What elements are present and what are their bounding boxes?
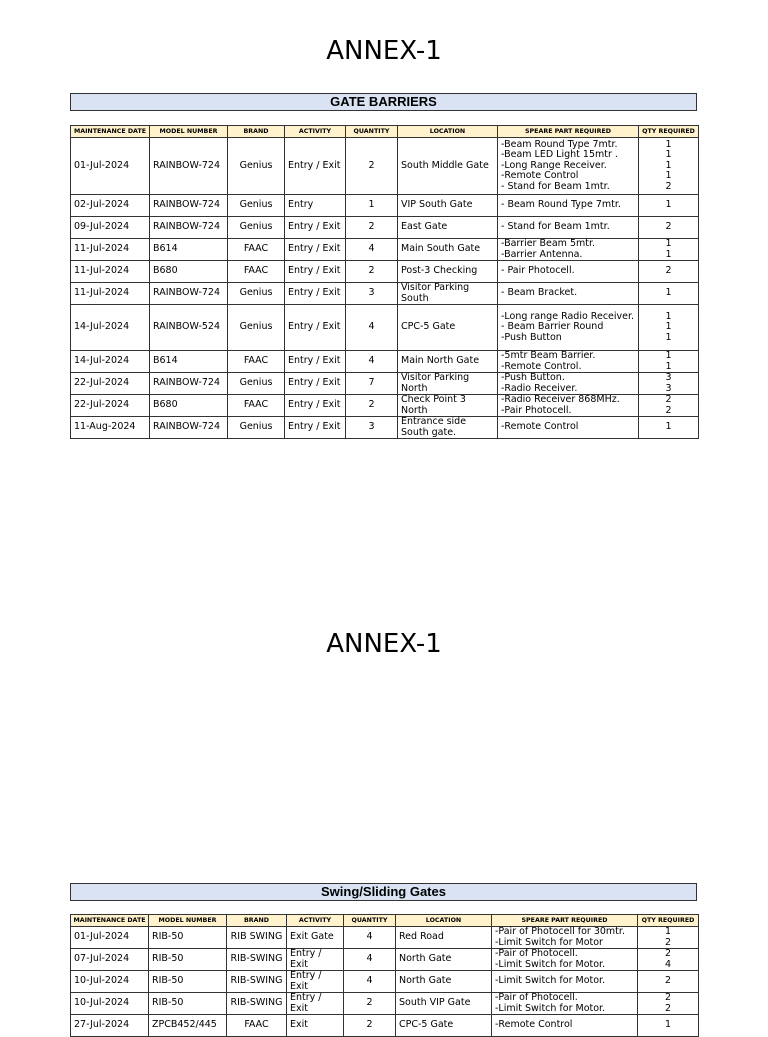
header-row [71, 126, 699, 138]
qty-line: 1 [665, 421, 672, 433]
qty-line: 2 [665, 394, 672, 405]
part-line: -Limit Switch for Motor. [495, 975, 606, 987]
cell-qty [639, 261, 699, 283]
qty-line: 1 [665, 331, 672, 343]
cell-brand: FAAC [228, 351, 285, 373]
part-line: -Pair Photocell. [501, 404, 572, 416]
cell-activity: Entry / Exit [287, 993, 344, 1015]
cell-date: 27-Jul-2024 [71, 1015, 149, 1037]
cell-model: B680 [150, 395, 228, 417]
cell-brand: RIB-SWING [227, 993, 287, 1015]
cell-activity: Entry / Exit [285, 417, 346, 439]
cell-qty [639, 283, 699, 305]
cell-quantity: 2 [346, 138, 398, 195]
cell-date: 11-Aug-2024 [71, 417, 150, 439]
cell-location: Entrance side South gate. [398, 417, 498, 439]
cell-brand: FAAC [228, 239, 285, 261]
cell-brand: RIB-SWING [227, 971, 287, 993]
gate-barriers-body [71, 138, 699, 439]
cell-quantity: 2 [346, 261, 398, 283]
cell-date: 09-Jul-2024 [71, 217, 150, 239]
cell-date: 11-Jul-2024 [71, 239, 150, 261]
qty-line: 1 [665, 170, 672, 182]
cell-location: Visitor Parking North [398, 373, 498, 395]
cell-activity: Entry [285, 195, 346, 217]
table-row [71, 417, 699, 439]
qty-line: 2 [665, 265, 672, 277]
cell-date: 14-Jul-2024 [71, 305, 150, 351]
swing-gates-table-viewport [0, 914, 768, 1031]
cell-location: Visitor Parking South [398, 283, 498, 305]
cell-parts [498, 239, 639, 261]
cell-parts [498, 283, 639, 305]
cell-quantity: 2 [346, 395, 398, 417]
cell-location: North Gate [396, 949, 492, 971]
cell-model: RIB-50 [149, 949, 227, 971]
part-line: - Stand for Beam 1mtr. [501, 221, 610, 233]
part-line: -Pair of Photocell. [495, 992, 578, 1003]
table-row [71, 138, 699, 195]
part-line: -Beam LED Light 15mtr . [501, 149, 618, 161]
cell-activity: Entry / Exit [285, 373, 346, 395]
qty-line: 1 [665, 159, 672, 171]
cell-model: RIB-50 [149, 971, 227, 993]
column-header: MAINTENANCE DATE [71, 915, 149, 927]
cell-activity: Entry / Exit [285, 305, 346, 351]
qty-line: 1 [665, 199, 672, 211]
cell-quantity: 4 [344, 927, 396, 949]
cell-location: Main North Gate [398, 351, 498, 373]
cell-model: RAINBOW-724 [150, 138, 228, 195]
cell-quantity: 4 [344, 949, 396, 971]
cell-brand: Genius [228, 305, 285, 351]
column-header: LOCATION [396, 915, 492, 927]
cell-qty [638, 927, 699, 949]
qty-line: 2 [664, 948, 672, 959]
cell-activity: Entry / Exit [285, 395, 346, 417]
cell-brand: Genius [228, 283, 285, 305]
qty-line: 1 [664, 1019, 672, 1031]
cell-qty [639, 217, 699, 239]
table-row [71, 1015, 699, 1037]
part-line: - Beam Bracket. [501, 287, 578, 299]
cell-model: RAINBOW-724 [150, 373, 228, 395]
cell-parts [498, 305, 639, 351]
cell-model: RAINBOW-524 [150, 305, 228, 351]
cell-parts [498, 417, 639, 439]
cell-qty [639, 239, 699, 261]
cell-location: North Gate [396, 971, 492, 993]
cell-model: RAINBOW-724 [150, 195, 228, 217]
cell-qty [639, 351, 699, 373]
part-line: - Pair Photocell. [501, 265, 575, 277]
cell-date: 10-Jul-2024 [71, 993, 149, 1015]
cell-model: RAINBOW-724 [150, 283, 228, 305]
part-line: -Remote Control [495, 1019, 573, 1031]
cell-qty [638, 971, 699, 993]
cell-activity: Exit [287, 1015, 344, 1037]
table-row [71, 395, 699, 417]
table-row [71, 217, 699, 239]
cell-qty [638, 1015, 699, 1037]
qty-line: 2 [664, 975, 672, 987]
table-row [71, 971, 699, 993]
cell-quantity: 3 [346, 283, 398, 305]
column-header: MODEL NUMBER [150, 126, 228, 138]
cell-qty [639, 373, 699, 395]
cell-location: Red Road [396, 927, 492, 949]
column-header: ACTIVITY [287, 915, 344, 927]
cell-parts [498, 373, 639, 395]
cell-brand: Genius [228, 417, 285, 439]
part-line: -Radio Receiver 868MHz. [501, 394, 620, 405]
cell-date: 14-Jul-2024 [71, 351, 150, 373]
cell-qty [639, 395, 699, 417]
cell-quantity: 4 [344, 971, 396, 993]
column-header: SPEARE PART REQUIRED [492, 915, 638, 927]
part-line: -Limit Switch for Motor. [495, 1002, 606, 1014]
part-line: -Remote Control [501, 170, 579, 182]
qty-line: 2 [664, 992, 672, 1003]
cell-activity: Entry / Exit [285, 138, 346, 195]
cell-qty [639, 138, 699, 195]
table-row [71, 283, 699, 305]
column-header: BRAND [228, 126, 285, 138]
column-header: MODEL NUMBER [149, 915, 227, 927]
qty-line: 3 [665, 372, 672, 383]
cell-parts [492, 927, 638, 949]
cell-model: ZPCB452/445 [149, 1015, 227, 1037]
cell-date: 11-Jul-2024 [71, 283, 150, 305]
cell-quantity: 1 [346, 195, 398, 217]
part-line: -Remote Control. [501, 360, 582, 372]
column-header: MAINTENANCE DATE [71, 126, 150, 138]
column-header: QUANTITY [346, 126, 398, 138]
cell-date: 10-Jul-2024 [71, 971, 149, 993]
column-header: SPEARE PART REQUIRED [498, 126, 639, 138]
cell-parts [492, 1015, 638, 1037]
cell-activity: Entry / Exit [285, 283, 346, 305]
section-title-swing-sliding-gates: Swing/Sliding Gates [70, 883, 697, 901]
cell-quantity: 2 [344, 993, 396, 1015]
cell-brand: FAAC [227, 1015, 287, 1037]
cell-brand: FAAC [228, 261, 285, 283]
table-row [71, 305, 699, 351]
qty-line: 1 [665, 360, 672, 372]
column-header: QTY REQUIRED [638, 915, 699, 927]
cell-location: CPC-5 Gate [396, 1015, 492, 1037]
part-line: -Beam Round Type 7mtr. [501, 138, 618, 150]
qty-line: 1 [665, 248, 672, 260]
column-header: QUANTITY [344, 915, 396, 927]
column-header: QTY REQUIRED [639, 126, 699, 138]
cell-date: 22-Jul-2024 [71, 395, 150, 417]
qty-line: 1 [665, 138, 672, 150]
qty-line: 1 [665, 149, 672, 161]
table-row [71, 195, 699, 217]
cell-location: South Middle Gate [398, 138, 498, 195]
cell-qty [638, 949, 699, 971]
annex-title-2: ANNEX-1 [326, 629, 442, 659]
cell-model: RIB-50 [149, 993, 227, 1015]
cell-parts [498, 351, 639, 373]
cell-model: RIB-50 [149, 927, 227, 949]
part-line: -Barrier Beam 5mtr. [501, 238, 596, 249]
cell-quantity: 4 [346, 305, 398, 351]
table-row [71, 261, 699, 283]
cell-location: CPC-5 Gate [398, 305, 498, 351]
cell-model: B614 [150, 239, 228, 261]
cell-parts [492, 993, 638, 1015]
cell-activity: Entry / Exit [287, 971, 344, 993]
cell-model: RAINBOW-724 [150, 217, 228, 239]
swing-gates-table [70, 914, 699, 1037]
cell-model: B680 [150, 261, 228, 283]
cell-activity: Entry / Exit [287, 949, 344, 971]
qty-line: 1 [665, 238, 672, 249]
cell-date: 01-Jul-2024 [71, 927, 149, 949]
qty-line: 2 [664, 1002, 672, 1014]
cell-date: 11-Jul-2024 [71, 261, 150, 283]
section-title-gate-barriers: GATE BARRIERS [70, 93, 697, 111]
cell-date: 07-Jul-2024 [71, 949, 149, 971]
cell-brand: Genius [228, 217, 285, 239]
cell-model: B614 [150, 351, 228, 373]
cell-location: Post-3 Checking [398, 261, 498, 283]
part-line: -Long Range Receiver. [501, 159, 607, 171]
cell-qty [639, 417, 699, 439]
cell-date: 02-Jul-2024 [71, 195, 150, 217]
qty-line: 4 [664, 958, 672, 970]
cell-brand: Genius [228, 195, 285, 217]
cell-parts [492, 971, 638, 993]
cell-quantity: 2 [346, 217, 398, 239]
cell-location: South VIP Gate [396, 993, 492, 1015]
table-row [71, 949, 699, 971]
part-line: -Long range Radio Receiver. [501, 310, 635, 322]
cell-activity: Exit Gate [287, 927, 344, 949]
cell-date: 01-Jul-2024 [71, 138, 150, 195]
part-line: - Beam Round Type 7mtr. [501, 199, 621, 211]
qty-line: 2 [664, 936, 672, 948]
table-row [71, 351, 699, 373]
cell-location: East Gate [398, 217, 498, 239]
part-line: - Beam Barrier Round [501, 321, 604, 333]
cell-quantity: 7 [346, 373, 398, 395]
cell-quantity: 4 [346, 351, 398, 373]
part-line: - Stand for Beam 1mtr. [501, 180, 610, 192]
cell-parts [498, 217, 639, 239]
cell-activity: Entry / Exit [285, 239, 346, 261]
cell-brand: FAAC [228, 395, 285, 417]
cell-parts [498, 395, 639, 417]
qty-line: 1 [665, 321, 672, 333]
cell-brand: RIB SWING [227, 927, 287, 949]
part-line: -Pair of Photocell for 30mtr. [495, 926, 625, 937]
cell-parts [492, 949, 638, 971]
part-line: -Remote Control [501, 421, 579, 433]
cell-parts [498, 195, 639, 217]
cell-brand: RIB-SWING [227, 949, 287, 971]
table-row [71, 373, 699, 395]
cell-model: RAINBOW-724 [150, 417, 228, 439]
qty-line: 3 [665, 382, 672, 394]
qty-line: 2 [665, 404, 672, 416]
cell-parts [498, 138, 639, 195]
cell-quantity: 2 [344, 1015, 396, 1037]
cell-parts [498, 261, 639, 283]
part-line: -Push Button [501, 331, 562, 343]
qty-line: 2 [665, 221, 672, 233]
cell-activity: Entry / Exit [285, 217, 346, 239]
cell-location: Check Point 3 North [398, 395, 498, 417]
cell-qty [638, 993, 699, 1015]
column-header: LOCATION [398, 126, 498, 138]
table-row [71, 239, 699, 261]
part-line: -Limit Switch for Motor [495, 936, 603, 948]
cell-brand: Genius [228, 138, 285, 195]
header-row [71, 915, 699, 927]
annex-title-1: ANNEX-1 [326, 36, 442, 66]
part-line: -Barrier Antenna. [501, 248, 583, 260]
table-row [71, 993, 699, 1015]
gate-barriers-table [70, 125, 699, 439]
cell-quantity: 3 [346, 417, 398, 439]
column-header: ACTIVITY [285, 126, 346, 138]
cell-quantity: 4 [346, 239, 398, 261]
qty-line: 2 [665, 180, 672, 192]
cell-date: 22-Jul-2024 [71, 373, 150, 395]
cell-location: VIP South Gate [398, 195, 498, 217]
cell-location: Main South Gate [398, 239, 498, 261]
part-line: -Limit Switch for Motor. [495, 958, 606, 970]
part-line: -Push Button. [501, 372, 565, 383]
cell-qty [639, 195, 699, 217]
swing-gates-body [71, 927, 699, 1037]
column-header: BRAND [227, 915, 287, 927]
part-line: -Pair of Photocell. [495, 948, 578, 959]
cell-activity: Entry / Exit [285, 261, 346, 283]
cell-activity: Entry / Exit [285, 351, 346, 373]
part-line: -Radio Receiver. [501, 382, 578, 394]
qty-line: 1 [665, 350, 672, 361]
qty-line: 1 [665, 287, 672, 299]
qty-line: 1 [664, 926, 672, 937]
part-line: -5mtr Beam Barrier. [501, 350, 596, 361]
cell-brand: Genius [228, 373, 285, 395]
qty-line: 1 [665, 310, 672, 322]
table-row [71, 927, 699, 949]
cell-qty [639, 305, 699, 351]
